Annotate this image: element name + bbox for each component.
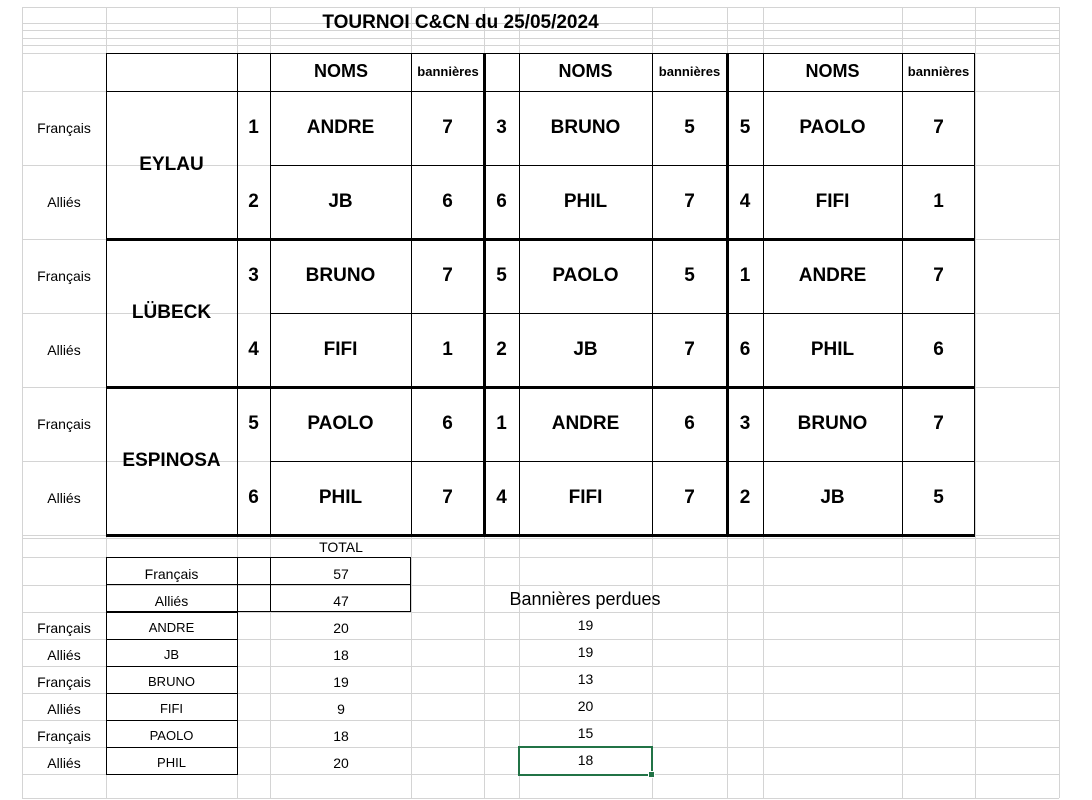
player-side: Alliés <box>47 754 81 771</box>
header-noms-1: NOMS <box>314 61 368 81</box>
player-number: 6 <box>739 339 751 360</box>
player-total: 18 <box>333 646 349 663</box>
player-bannieres: 5 <box>684 117 695 138</box>
battle-name: EYLAU <box>139 154 204 175</box>
player-summary-name: PHIL <box>157 755 186 770</box>
row-side-label: Français <box>37 120 91 136</box>
player-side: Alliés <box>47 700 81 717</box>
player-bannieres: 7 <box>933 265 944 286</box>
player-bannieres: 6 <box>442 413 453 434</box>
player-total: 20 <box>333 754 349 771</box>
player-bannieres: 6 <box>933 339 944 360</box>
player-bannieres: 6 <box>684 413 695 434</box>
header-noms-3: NOMS <box>805 61 860 81</box>
player-name: JB <box>328 191 353 212</box>
player-bannieres: 6 <box>442 191 453 212</box>
player-number: 1 <box>248 117 259 138</box>
player-number: 5 <box>496 265 507 286</box>
battle-name: ESPINOSA <box>122 450 221 471</box>
lost-banners-label: Bannières perdues <box>509 588 661 609</box>
player-summary-name: ANDRE <box>148 620 195 635</box>
player-total: 20 <box>333 619 349 636</box>
player-number: 4 <box>496 487 507 508</box>
player-name: ANDRE <box>306 117 375 138</box>
row-side-label: Alliés <box>47 490 81 506</box>
player-lost: 19 <box>577 616 594 633</box>
player-name: FIFI <box>323 339 358 360</box>
gridline <box>22 38 1059 39</box>
player-side: Français <box>37 673 91 690</box>
player-name: BRUNO <box>550 117 621 138</box>
player-summary-name: BRUNO <box>148 674 195 689</box>
player-total: 18 <box>333 727 349 744</box>
player-name: PHIL <box>810 339 855 360</box>
player-summary-name: JB <box>163 647 180 662</box>
battle-name: LÜBECK <box>131 302 212 323</box>
player-number: 3 <box>739 413 751 434</box>
player-bannieres: 7 <box>684 487 695 508</box>
player-name: FIFI <box>568 487 603 508</box>
total-row-value: 47 <box>333 592 349 609</box>
player-number: 4 <box>739 191 751 212</box>
player-side: Français <box>37 619 91 636</box>
player-bannieres: 5 <box>933 487 944 508</box>
player-lost: 18 <box>577 751 594 768</box>
player-number: 1 <box>496 413 507 434</box>
gridline <box>22 798 1059 799</box>
total-row-value: 57 <box>333 565 349 582</box>
header-bannieres-2: bannières <box>658 64 721 79</box>
player-number: 1 <box>739 265 751 286</box>
player-lost: 15 <box>577 724 594 741</box>
player-bannieres: 1 <box>933 191 944 212</box>
player-name: BRUNO <box>797 413 868 434</box>
player-bannieres: 7 <box>442 265 453 286</box>
sheet-title: TOURNOI C&CN du 25/05/2024 <box>322 12 599 33</box>
player-name: JB <box>820 487 845 508</box>
player-number: 5 <box>739 117 751 138</box>
player-name: BRUNO <box>305 265 376 286</box>
player-name: ANDRE <box>551 413 620 434</box>
player-number: 6 <box>496 191 507 212</box>
player-bannieres: 7 <box>684 339 695 360</box>
player-name: PAOLO <box>799 117 866 138</box>
player-total: 9 <box>337 700 345 717</box>
player-bannieres: 7 <box>933 413 944 434</box>
gridline <box>1059 7 1060 798</box>
player-number: 2 <box>248 191 259 212</box>
row-side-label: Français <box>37 416 91 432</box>
player-number: 2 <box>739 487 751 508</box>
player-name: JB <box>573 339 598 360</box>
player-name: PHIL <box>563 191 608 212</box>
total-row-label: Français <box>144 565 199 582</box>
player-number: 5 <box>248 413 259 434</box>
player-number: 4 <box>248 339 259 360</box>
row-side-label: Alliés <box>47 342 81 358</box>
header-bannieres-1: bannières <box>417 64 479 79</box>
totals-vline <box>237 557 238 612</box>
player-number: 3 <box>496 117 507 138</box>
player-bannieres: 7 <box>684 191 695 212</box>
player-total: 19 <box>333 673 349 690</box>
player-summary-name: PAOLO <box>149 728 194 743</box>
header-noms-2: NOMS <box>558 61 613 81</box>
player-name: PAOLO <box>307 413 374 434</box>
gridline <box>975 7 976 798</box>
player-bannieres: 7 <box>442 117 453 138</box>
player-lost: 13 <box>577 670 594 687</box>
player-name: ANDRE <box>798 265 867 286</box>
row-side-label: Alliés <box>47 194 81 210</box>
player-name: FIFI <box>815 191 850 212</box>
player-summary-name: FIFI <box>159 701 184 716</box>
player-bannieres: 7 <box>933 117 944 138</box>
player-bannieres: 7 <box>442 487 453 508</box>
player-number: 3 <box>248 265 259 286</box>
header-bannieres-3: bannières <box>907 64 970 79</box>
player-number: 6 <box>248 487 259 508</box>
player-lost: 20 <box>577 697 594 714</box>
gridline <box>22 538 1059 539</box>
total-row-label: Alliés <box>154 592 189 609</box>
player-side: Alliés <box>47 646 81 663</box>
player-bannieres: 1 <box>442 339 453 360</box>
row-side-label: Français <box>37 268 91 284</box>
gridline <box>22 45 1059 46</box>
player-number: 2 <box>496 339 507 360</box>
player-bannieres: 5 <box>684 265 695 286</box>
player-side: Français <box>37 727 91 744</box>
player-name: PHIL <box>318 487 363 508</box>
player-lost: 19 <box>577 643 594 660</box>
player-name: PAOLO <box>552 265 619 286</box>
total-label: TOTAL <box>319 539 363 555</box>
